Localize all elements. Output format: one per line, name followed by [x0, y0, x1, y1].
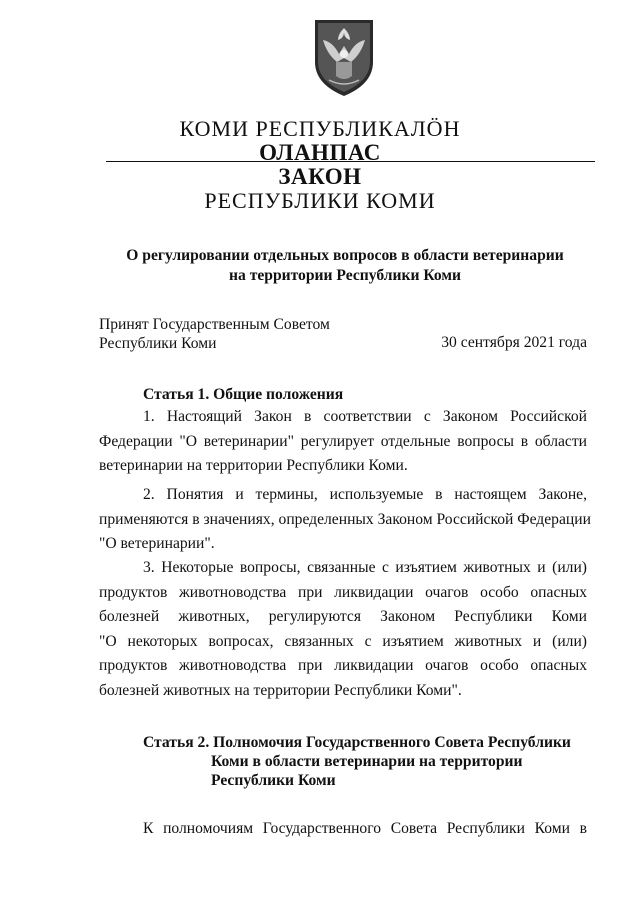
article2-heading-line1: Статья 2. Полномочия Государственного Совета Республики [143, 734, 571, 751]
paragraph-line: К полномочиям Государственного Совета Республики Коми в [143, 820, 587, 837]
adoption-line2: Республики Коми [99, 335, 217, 352]
law-title-line2: на территории Республики Коми [229, 267, 461, 284]
republic-heading: РЕСПУБЛИКИ КОМИ [204, 188, 436, 213]
header-divider [106, 161, 595, 162]
komi-coat-of-arms-emblem [309, 10, 379, 100]
komi-header-line1: КОМИ РЕСПУБЛИКАЛÖН [179, 116, 461, 141]
komi-header-line2: ОЛАНПАС [259, 140, 381, 165]
article1-heading: Статья 1. Общие положения [143, 386, 344, 403]
paragraph-line: применяются в значениях, определенных Законом Российской Федерации [99, 510, 591, 528]
paragraph-line: "О некоторых вопросах, связанных с изъятием животных и (или) [99, 632, 587, 650]
law-title-line1: О регулировании отдельных вопросов в области ветеринарии [126, 247, 564, 264]
paragraph-line: болезней животных на территории Республики Коми". [99, 681, 462, 699]
article1-paragraph1 [99, 405, 587, 479]
paragraph-line: болезней животных, регулируются Законом Республики Коми [99, 608, 587, 626]
paragraph-line: продуктов животноводства при ликвидации очагов особо опасных [99, 657, 587, 675]
paragraph-line: 2. Понятия и термины, используемые в настоящем Законе, [143, 486, 587, 503]
paragraph-line: продуктов животноводства при ликвидации очагов особо опасных [99, 583, 587, 601]
article2-heading-line2: Коми в области ветеринарии на территории [211, 753, 523, 770]
paragraph-line: Федерации "О ветеринарии" регулирует отдельные вопросы в области [99, 432, 587, 450]
law-heading: ЗАКОН [278, 164, 362, 189]
adoption-date: 30 сентября 2021 года [441, 334, 587, 351]
paragraph-line: "О ветеринарии". [99, 535, 215, 553]
article1-paragraph3 [99, 556, 587, 704]
paragraph-line: ветеринарии на территории Республики Коми. [99, 457, 408, 475]
paragraph-line: 3. Некоторые вопросы, связанные с изъятием животных и (или) [143, 559, 587, 576]
paragraph-line: 1. Настоящий Закон в соответствии с Законом Российской [143, 408, 587, 425]
article2-heading-line3: Республики Коми [211, 772, 336, 789]
article1-paragraph2 [99, 483, 591, 557]
article2-paragraph1 [99, 817, 587, 842]
adoption-line1: Принят Государственным Советом [99, 316, 330, 333]
